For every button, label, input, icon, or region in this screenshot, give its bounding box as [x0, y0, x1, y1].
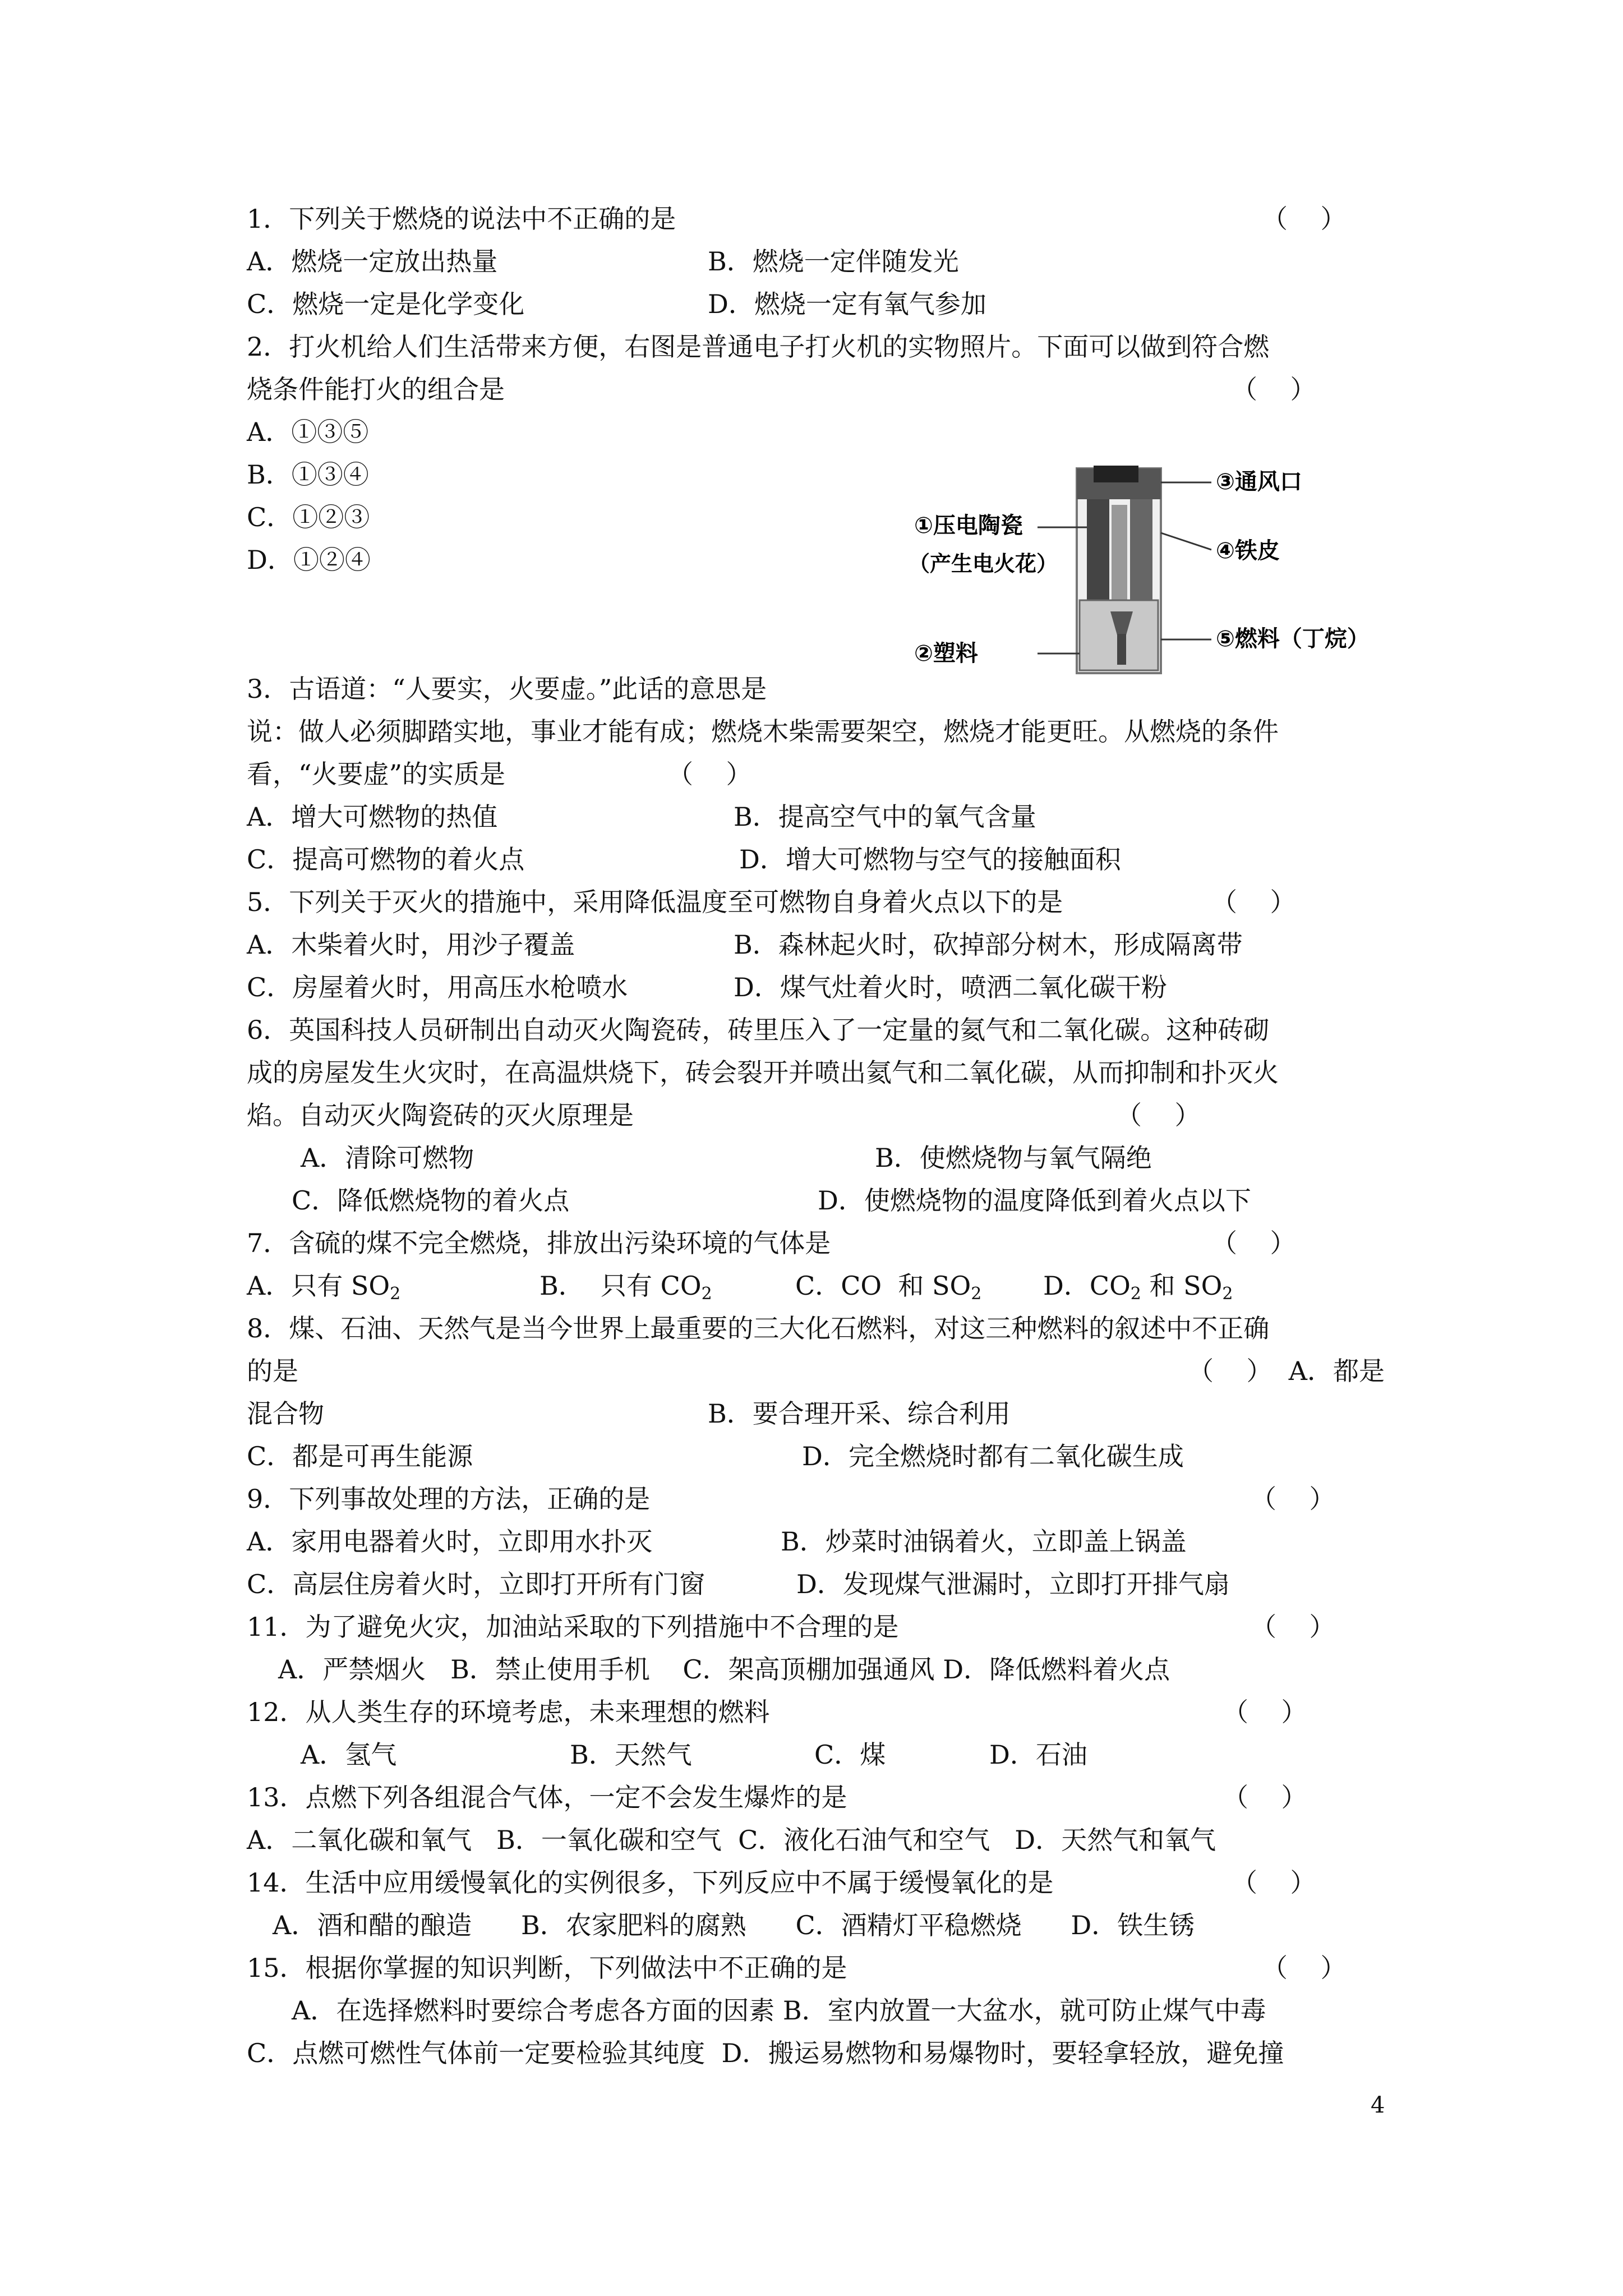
- q12-option-d: D．石油: [989, 1740, 1087, 1770]
- q9-answer-paren: （ ）: [1251, 1484, 1335, 1514]
- q13-stem: 13．点燃下列各组混合气体，一定不会发生爆炸的是: [247, 1782, 847, 1812]
- q2-stem-line1: 2．打火机给人们生活带来方便，右图是普通电子打火机的实物照片。下面可以做到符合燃: [247, 332, 1270, 362]
- q15-options-ab: A．在选择燃料时要综合考虑各方面的因素 B．室内放置一大盆水，就可防止煤气中毒: [292, 1995, 1266, 2026]
- q7-option-c: C．CO 和 $SO_2$: [795, 1271, 982, 1304]
- q3-stem-line2: 说：做人必须脚踏实地，事业才能有成；燃烧木柴需要架空，燃烧才能更旺。从燃烧的条件: [247, 716, 1279, 747]
- q3-stem-line3: 看，“火要虚”的实质是: [247, 759, 506, 789]
- q8-option-b: B．要合理开采、综合利用: [708, 1398, 1011, 1429]
- q5-option-b: B．森林起火时，砍掉部分树木，形成隔离带: [734, 930, 1243, 960]
- q6-answer-paren: （ ）: [1116, 1100, 1201, 1130]
- q9-option-d: D．发现煤气泄漏时，立即打开排气扇: [796, 1569, 1230, 1599]
- q1-option-d: D．燃烧一定有氧气参加: [708, 289, 986, 319]
- q5-option-c: C．房屋着火时，用高压水枪喷水: [247, 972, 628, 1002]
- q12-option-a: A．氢气: [301, 1740, 397, 1770]
- q13-answer-paren: （ ）: [1223, 1782, 1307, 1812]
- q3-option-a: A．增大可燃物的热值: [247, 802, 498, 832]
- q1-option-c: C．燃烧一定是化学变化: [247, 289, 525, 319]
- q1-option-a: A．燃烧一定放出热量: [247, 246, 498, 277]
- figure-label-vent: ③通风口: [1216, 469, 1302, 495]
- q6-option-d: D．使燃烧物的温度降低到着火点以下: [818, 1185, 1251, 1216]
- lighter-figure: [909, 466, 1402, 679]
- q1-option-b: B．燃烧一定伴随发光: [708, 246, 959, 277]
- q15-answer-paren: （ ）: [1262, 1953, 1347, 1983]
- q12-answer-paren: （ ）: [1223, 1697, 1307, 1727]
- q11-options: A．严禁烟火 B．禁止使用手机 C．架高顶棚加强通风 D．降低燃料着火点: [278, 1654, 1170, 1685]
- q9-stem: 9．下列事故处理的方法，正确的是: [247, 1484, 651, 1514]
- figure-label-plastic: ②塑料: [914, 641, 978, 666]
- q8-stem-line2: 的是: [247, 1356, 298, 1386]
- q12-stem: 12．从人类生存的环境考虑，未来理想的燃料: [247, 1697, 770, 1727]
- q6-stem-line3: 焰。自动灭火陶瓷砖的灭火原理是: [247, 1100, 634, 1130]
- q11-answer-paren: （ ）: [1251, 1612, 1335, 1642]
- q2-answer-paren: （ ）: [1232, 374, 1316, 404]
- q14-options: A．酒和醋的酿造 B．农家肥料的腐熟 C．酒精灯平稳燃烧 D．铁生锈: [273, 1910, 1195, 1940]
- q7-stem: 7．含硫的煤不完全燃烧，排放出污染环境的气体是: [247, 1228, 831, 1258]
- q6-option-a: A．清除可燃物: [301, 1143, 474, 1173]
- q3-option-b: B．提高空气中的氧气含量: [734, 802, 1036, 832]
- q7-option-d: D．$CO_2$ 和 $SO_2$: [1043, 1271, 1233, 1304]
- q11-stem: 11．为了避免火灾，加油站采取的下列措施中不合理的是: [247, 1612, 899, 1642]
- q8-answer-paren-and-option-a: （ ） A．都是: [1188, 1356, 1385, 1386]
- q3-answer-paren: （ ）: [667, 759, 752, 789]
- q1-answer-paren: （ ）: [1262, 204, 1347, 234]
- q2-option-a: A．①③⑤: [247, 417, 369, 447]
- q9-option-c: C．高层住房着火时，立即打开所有门窗: [247, 1569, 706, 1599]
- q7-answer-paren: （ ）: [1211, 1228, 1296, 1258]
- q5-option-d: D．煤气灶着火时，喷洒二氧化碳干粉: [734, 972, 1167, 1002]
- q6-option-c: C．降低燃烧物的着火点: [292, 1185, 570, 1216]
- q3-stem-line1: 3．古语道：“人要实，火要虚。”此话的意思是: [247, 674, 767, 704]
- figure-label-fuel: ⑤燃料（丁烷）: [1216, 626, 1370, 652]
- q8-option-d: D．完全燃烧时都有二氧化碳生成: [802, 1441, 1184, 1471]
- q2-option-c: C．①②③: [247, 502, 370, 532]
- q3-option-c: C．提高可燃物的着火点: [247, 844, 525, 875]
- q9-option-b: B．炒菜时油锅着火，立即盖上锅盖: [781, 1526, 1187, 1557]
- q1-stem: 1．下列关于燃烧的说法中不正确的是: [247, 204, 676, 234]
- q6-stem-line1: 6．英国科技人员研制出自动灭火陶瓷砖，砖里压入了一定量的氦气和二氧化碳。这种砖砌: [247, 1015, 1270, 1045]
- q8-option-a-continued: 混合物: [247, 1398, 324, 1429]
- q2-option-d: D．①②④: [247, 545, 371, 575]
- lighter-photo-illustration: [909, 466, 1402, 679]
- q14-stem: 14．生活中应用缓慢氧化的实例很多，下列反应中不属于缓慢氧化的是: [247, 1867, 1054, 1898]
- q8-option-c: C．都是可再生能源: [247, 1441, 473, 1471]
- q12-option-b: B．天然气: [570, 1740, 692, 1770]
- q6-stem-line2: 成的房屋发生火灾时，在高温烘烧下，砖会裂开并喷出氦气和二氧化碳，从而抑制和扑灭火: [247, 1057, 1279, 1088]
- q14-answer-paren: （ ）: [1232, 1867, 1316, 1898]
- q8-stem-line1: 8．煤、石油、天然气是当今世界上最重要的三大化石燃料，对这三种燃料的叙述中不正确: [247, 1313, 1270, 1343]
- q5-option-a: A．木柴着火时，用沙子覆盖: [247, 930, 575, 960]
- q15-stem: 15．根据你掌握的知识判断，下列做法中不正确的是: [247, 1953, 847, 1983]
- q5-stem: 5．下列关于灭火的措施中，采用降低温度至可燃物自身着火点以下的是: [247, 887, 1063, 917]
- q7-option-b: B． 只有 $CO_2$: [540, 1271, 712, 1304]
- q5-answer-paren: （ ）: [1211, 887, 1296, 917]
- q6-option-b: B．使燃烧物与氧气隔绝: [875, 1143, 1152, 1173]
- page-number: 4: [1371, 2092, 1385, 2118]
- q2-option-b: B．①③④: [247, 459, 369, 490]
- q13-options: A．二氧化碳和氧气 B．一氧化碳和空气 C．液化石油气和空气 D．天然气和氧气: [247, 1825, 1216, 1855]
- q3-option-d: D．增大可燃物与空气的接触面积: [739, 844, 1121, 875]
- q9-option-a: A．家用电器着火时，立即用水扑灭: [247, 1526, 653, 1557]
- figure-label-piezo: ①压电陶瓷: [914, 513, 1023, 539]
- q12-option-c: C．煤: [814, 1740, 886, 1770]
- figure-label-spark: （产生电火花）: [909, 551, 1058, 576]
- q7-option-a: A．只有 $SO_2$: [247, 1271, 401, 1304]
- figure-label-iron: ④铁皮: [1216, 538, 1280, 564]
- q2-stem-line2: 烧条件能打火的组合是: [247, 374, 505, 404]
- q15-options-cd: C．点燃可燃性气体前一定要检验其纯度 D．搬运易燃物和易爆物时，要轻拿轻放，避免撞: [247, 2038, 1284, 2068]
